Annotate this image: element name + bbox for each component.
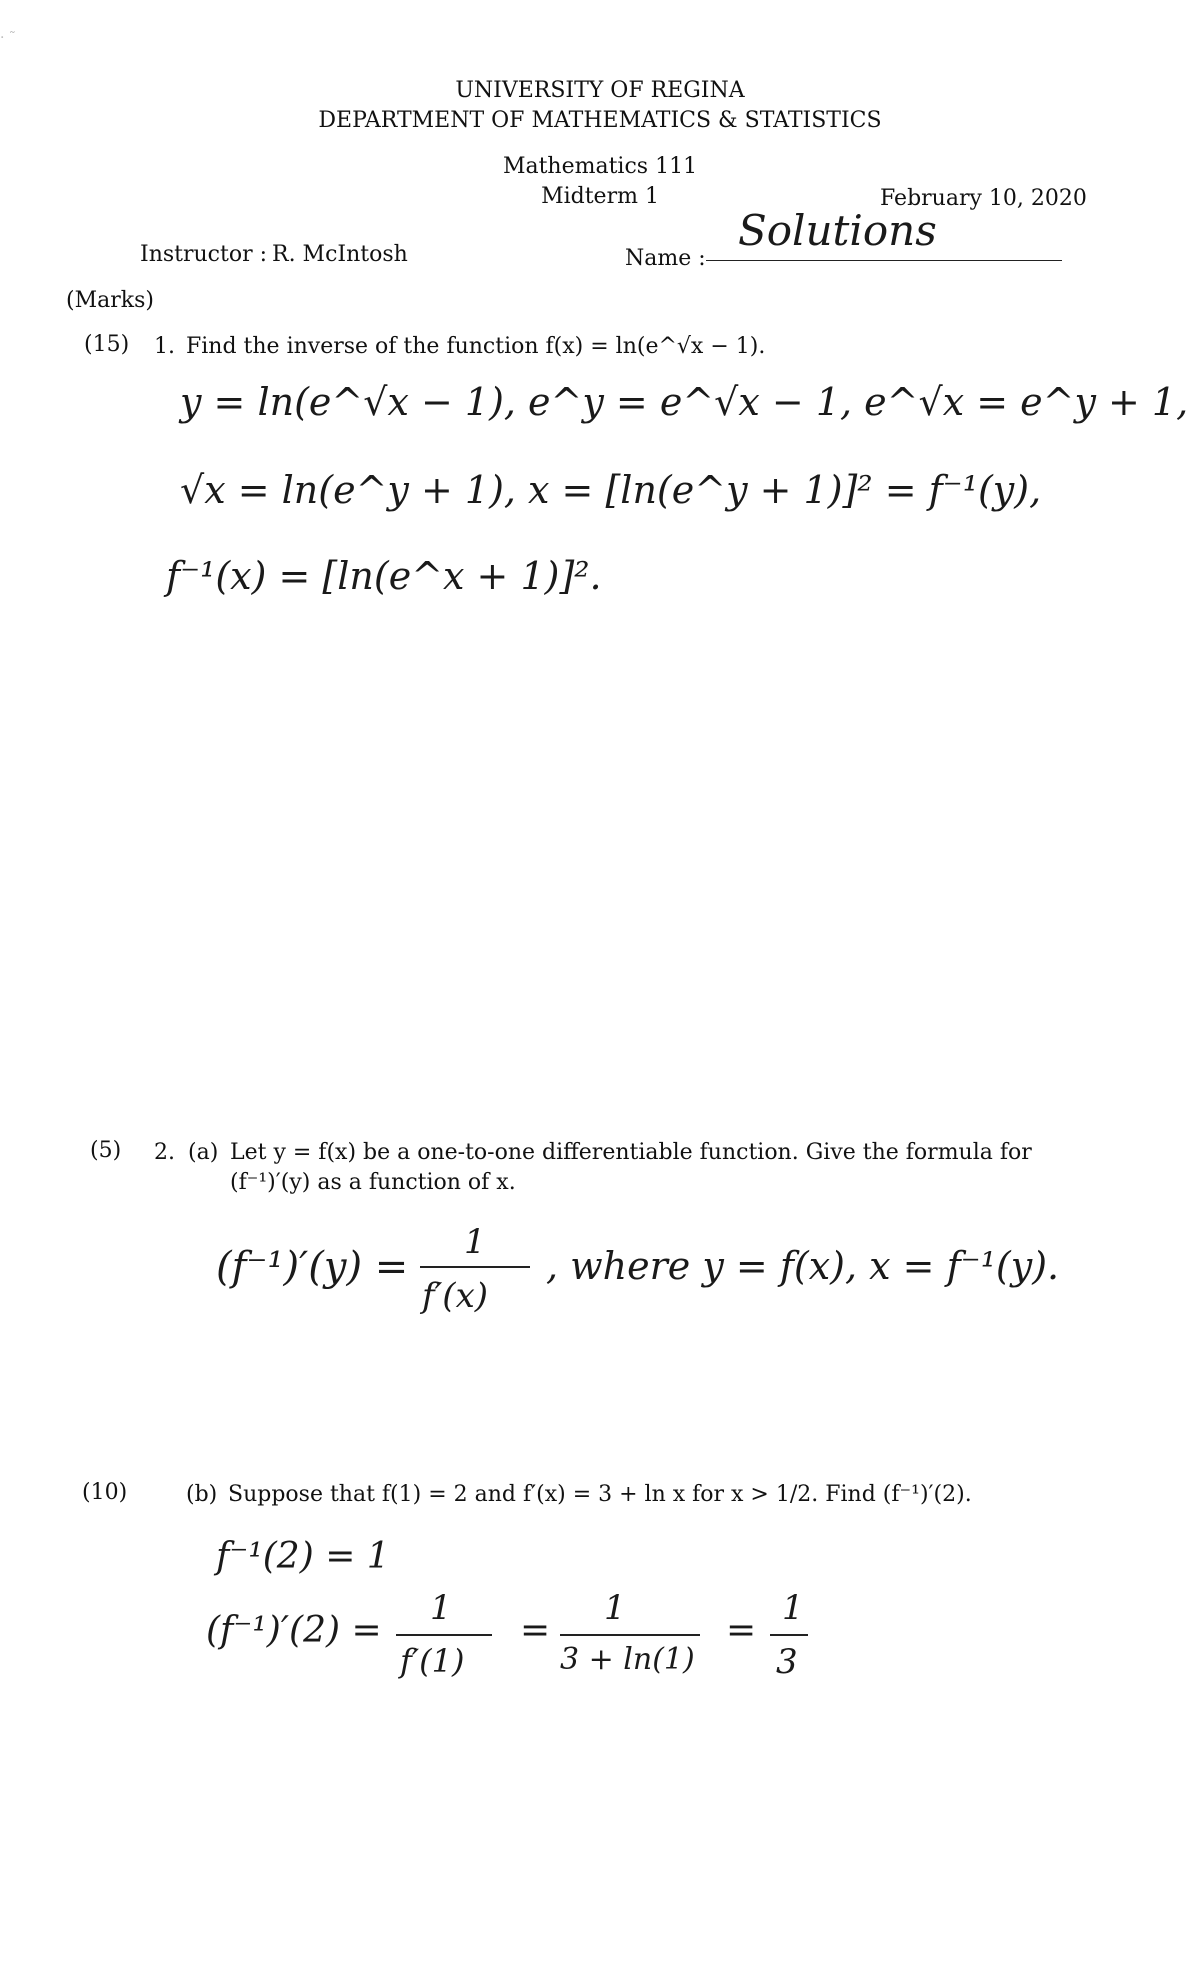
q2b-equals-1: = (520, 1610, 551, 1651)
q1-work-line-3: f⁻¹(x) = [ln(e^x + 1)]². (166, 554, 602, 598)
q2a-work-lhs: (f⁻¹)′(y) = (216, 1244, 409, 1290)
q2b-text: Suppose that f(1) = 2 and f′(x) = 3 + ln x for x > 1/2. Find (f⁻¹)′(2). (228, 1482, 972, 1507)
q2b-marks: (10) (82, 1480, 128, 1505)
q2b-work-line-1: f⁻¹(2) = 1 (216, 1536, 390, 1577)
q1-work-line-2: √x = ln(e^y + 1), x = [ln(e^y + 1)]² = f⁻¹(y), (180, 468, 1042, 512)
university-title: UNIVERSITY OF REGINA (455, 78, 745, 103)
q2-number: 2. (154, 1140, 175, 1165)
name-underline (706, 260, 1062, 261)
q2b-part: (b) (186, 1482, 218, 1507)
exam-title: Midterm 1 (541, 184, 659, 209)
q2b-frac3-denominator: 3 (776, 1642, 798, 1682)
q1-text: Find the inverse of the function f(x) = ln(e^√x − 1). (186, 334, 766, 359)
q2b-frac2-bar (560, 1634, 700, 1636)
instructor-label: Instructor : (140, 242, 268, 267)
q2b-frac3-bar (770, 1634, 808, 1636)
q1-number: 1. (154, 334, 175, 359)
q2b-frac2-denominator: 3 + ln(1) (560, 1642, 695, 1677)
name-label: Name : (625, 246, 706, 271)
q2b-frac1-denominator: f′(1) (400, 1642, 465, 1680)
q2a-part: (a) (188, 1140, 219, 1165)
q2b-frac3-numerator: 1 (782, 1588, 804, 1628)
q2b-frac1-numerator: 1 (430, 1588, 452, 1628)
exam-date: February 10, 2020 (880, 186, 1087, 211)
q2a-marks: (5) (90, 1138, 122, 1163)
q2a-work-denominator: f′(x) (422, 1276, 489, 1316)
course-title: Mathematics 111 (502, 154, 698, 179)
q2a-text-line-1: Let y = f(x) be a one-to-one differentiable function. Give the formula for (230, 1140, 1032, 1165)
scan-marks: · ˜ (0, 30, 16, 46)
q1-work-line-1: y = ln(e^√x − 1), e^y = e^√x − 1, e^√x = e^y + 1, (180, 380, 1189, 424)
q2b-equals-2: = (726, 1610, 757, 1651)
name-signature: Solutions (738, 206, 937, 255)
q2a-work-numerator: 1 (464, 1222, 486, 1262)
q2a-text-line-2: (f⁻¹)′(y) as a function of x. (230, 1170, 516, 1195)
q2a-work-rest: , where y = f(x), x = f⁻¹(y). (546, 1244, 1060, 1288)
marks-label: (Marks) (66, 288, 154, 313)
instructor-name: R. McIntosh (272, 242, 408, 267)
department-title: DEPARTMENT OF MATHEMATICS & STATISTICS (318, 108, 882, 133)
q2a-fraction-bar (420, 1266, 530, 1268)
q2b-work-lhs: (f⁻¹)′(2) = (206, 1610, 382, 1651)
q2b-frac2-numerator: 1 (604, 1588, 626, 1628)
q2b-frac1-bar (396, 1634, 492, 1636)
q1-marks: (15) (84, 332, 130, 357)
